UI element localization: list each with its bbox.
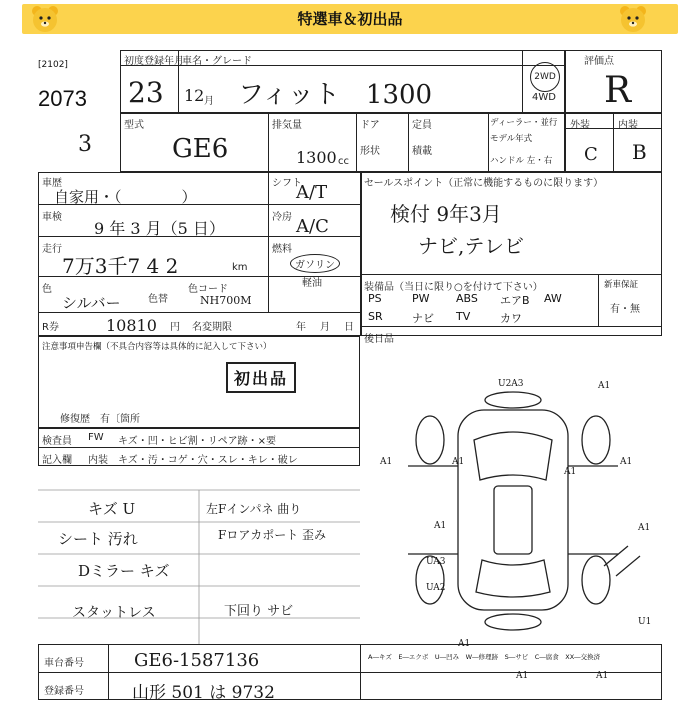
car-name: フィット 1300	[238, 80, 433, 110]
remark-item: スタットレス	[72, 605, 156, 621]
repair-label: 修復歴 有〔箇所	[60, 414, 140, 425]
banner-title: 特選車＆初出品	[297, 10, 403, 28]
shape-label: 形状	[360, 146, 380, 157]
banner-bar	[22, 4, 678, 34]
drive-4wd: 4WD	[532, 92, 556, 103]
checker-label: 検査員	[42, 436, 72, 447]
rear-label: 後日品	[364, 334, 394, 345]
color-code-label: 色コード	[188, 284, 228, 295]
ac-label: 冷房	[272, 212, 292, 223]
color-label: 色	[42, 284, 52, 295]
weight-label: 積載	[412, 146, 432, 157]
month-unit: 月	[204, 96, 214, 107]
remark-item: Dミラー キズ	[78, 562, 170, 580]
banner	[0, 0, 700, 40]
shift-label: シフト	[272, 178, 302, 189]
bear-mascot-icon	[30, 4, 60, 34]
diagram-mark: A1	[596, 671, 609, 681]
remark-item: キズ U	[88, 500, 136, 518]
model-label: 型式	[124, 120, 144, 131]
diagram-mark: A1	[638, 523, 651, 533]
reg-label: 登録番号	[44, 686, 84, 697]
shift-value: A/T	[296, 182, 328, 203]
header-code: [2102]	[38, 60, 68, 70]
sales-line1: 検付 9年3月	[390, 202, 502, 226]
tax-period-m: 月	[320, 322, 330, 333]
recycle-label: 新車保証	[604, 280, 639, 290]
diagram-mark: A1	[620, 457, 633, 467]
entry-label: 記入欄	[42, 455, 72, 466]
usage-value: 自家用・（ ）	[54, 188, 197, 206]
fuel-label: 燃料	[272, 244, 292, 255]
first-reg-label: 初度登録年月	[124, 56, 184, 67]
remark-item: シート 汚れ	[58, 530, 138, 548]
auction-sheet	[38, 40, 662, 703]
equipment-label: 装備品（当日に限り○を付けて下さい）	[364, 282, 543, 293]
frame-label: 車台番号	[44, 658, 84, 669]
model-value: GE6	[172, 134, 229, 164]
equipment-item: エアB	[500, 294, 530, 307]
equipment-item: ナビ	[412, 312, 434, 325]
displacement-unit: cc	[338, 156, 349, 167]
diagram-mark: U2A3	[498, 379, 524, 389]
color-value: シルバー	[62, 294, 121, 312]
check-items2: キズ・汚・コゲ・穴・スレ・キレ・破レ	[118, 455, 298, 466]
first-reg-year: 23	[128, 76, 164, 109]
sales-label: セールスポイント（正常に機能するものに限ります）	[364, 178, 604, 189]
model-year-label: モデル年式	[490, 134, 533, 144]
first-reg-month: 12	[184, 86, 205, 105]
equipment-item: カワ	[500, 312, 522, 325]
ext-grade: C	[584, 144, 598, 165]
equipment-item: ABS	[456, 292, 478, 305]
check-int: 内装	[88, 455, 108, 466]
tax-label: R券	[42, 322, 59, 333]
equipment-item: PW	[412, 292, 430, 305]
score-label: 評価点	[584, 56, 614, 67]
mileage-unit: km	[232, 262, 248, 273]
diagram-mark: UA3	[426, 557, 446, 567]
diagram-mark: A1	[598, 381, 611, 391]
drive-2wd: 2WD	[530, 62, 560, 92]
diagram-mark: A1	[458, 639, 471, 649]
damage-legend: A―キズ E―エクボ U―凹み W―修理跡 S―サビ C―腐食 XX―交換済	[368, 653, 601, 661]
equipment-item: PS	[368, 292, 382, 305]
notes-label: 注意事項申告欄（不具合内容等は具体的に記入して下さい）	[42, 342, 272, 352]
mileage-value: 7万3千7 4 2	[62, 254, 179, 278]
equipment-item: SR	[368, 310, 383, 323]
ext-label: 外装	[570, 120, 590, 131]
tax-period-d: 日	[344, 322, 354, 333]
inspection-value: 9 年 3 月（5 日）	[94, 219, 225, 238]
remark-right: 左Fインパネ 曲り	[206, 502, 302, 516]
fuel-gasoline: ガソリン	[290, 254, 340, 273]
diagram-mark: U1	[638, 617, 652, 627]
doors-label: ドア	[360, 120, 380, 131]
displacement-value: 1300	[296, 148, 337, 167]
dealer-label: ディーラー・並行	[490, 118, 558, 128]
diagram-mark: A1	[380, 457, 393, 467]
frame-value: GE6-1587136	[134, 650, 260, 671]
ac-value: A/C	[296, 216, 329, 237]
displacement-label: 排気量	[272, 120, 302, 131]
tax-period-label: 名変期限	[192, 322, 232, 333]
diagram-mark: A1	[434, 521, 447, 531]
diagram-mark: A1	[564, 467, 577, 477]
check-items1: キズ・凹・ヒビ割・リペア跡・×要	[118, 436, 276, 447]
tax-period-y: 年	[296, 322, 306, 333]
usage-label: 車歴	[42, 178, 62, 189]
equipment-grid	[368, 292, 594, 326]
inspection-label: 車検	[42, 212, 62, 223]
capacity-label: 定員	[412, 120, 432, 131]
mileage-label: 走行	[42, 244, 62, 255]
check-fw: FW	[88, 432, 104, 443]
notes-stamp: 初出品	[226, 362, 296, 393]
fuel-diesel: 軽油	[302, 278, 322, 289]
car-name-label: 車名・グレード	[182, 56, 252, 67]
equipment-item: AW	[544, 292, 562, 305]
color-change-label: 色替	[148, 294, 168, 305]
bear-mascot-icon	[618, 4, 648, 34]
remark-right: 下回り サビ	[224, 604, 294, 619]
int-label: 内装	[618, 120, 638, 131]
handle-label: ハンドル 左・右	[490, 156, 553, 166]
color-code-value: NH700M	[200, 294, 252, 307]
reg-value: 山形 501 は 9732	[132, 683, 275, 703]
diagram-mark: UA2	[426, 583, 446, 593]
diagram-mark: A1	[516, 671, 529, 681]
diagram-mark: A1	[452, 457, 465, 467]
lot-number: 2073	[38, 86, 87, 111]
score-value: R	[604, 70, 632, 111]
remark-right: Fロアカポート 歪み	[218, 528, 327, 542]
tax-unit: 円	[170, 322, 180, 333]
sales-line2: ナビ,テレビ	[418, 234, 524, 258]
equipment-item: TV	[456, 310, 471, 323]
tax-value: 10810	[106, 316, 157, 335]
recycle-value: 有・無	[610, 304, 640, 315]
left-mark: 3	[78, 132, 92, 157]
int-grade: B	[632, 140, 647, 164]
